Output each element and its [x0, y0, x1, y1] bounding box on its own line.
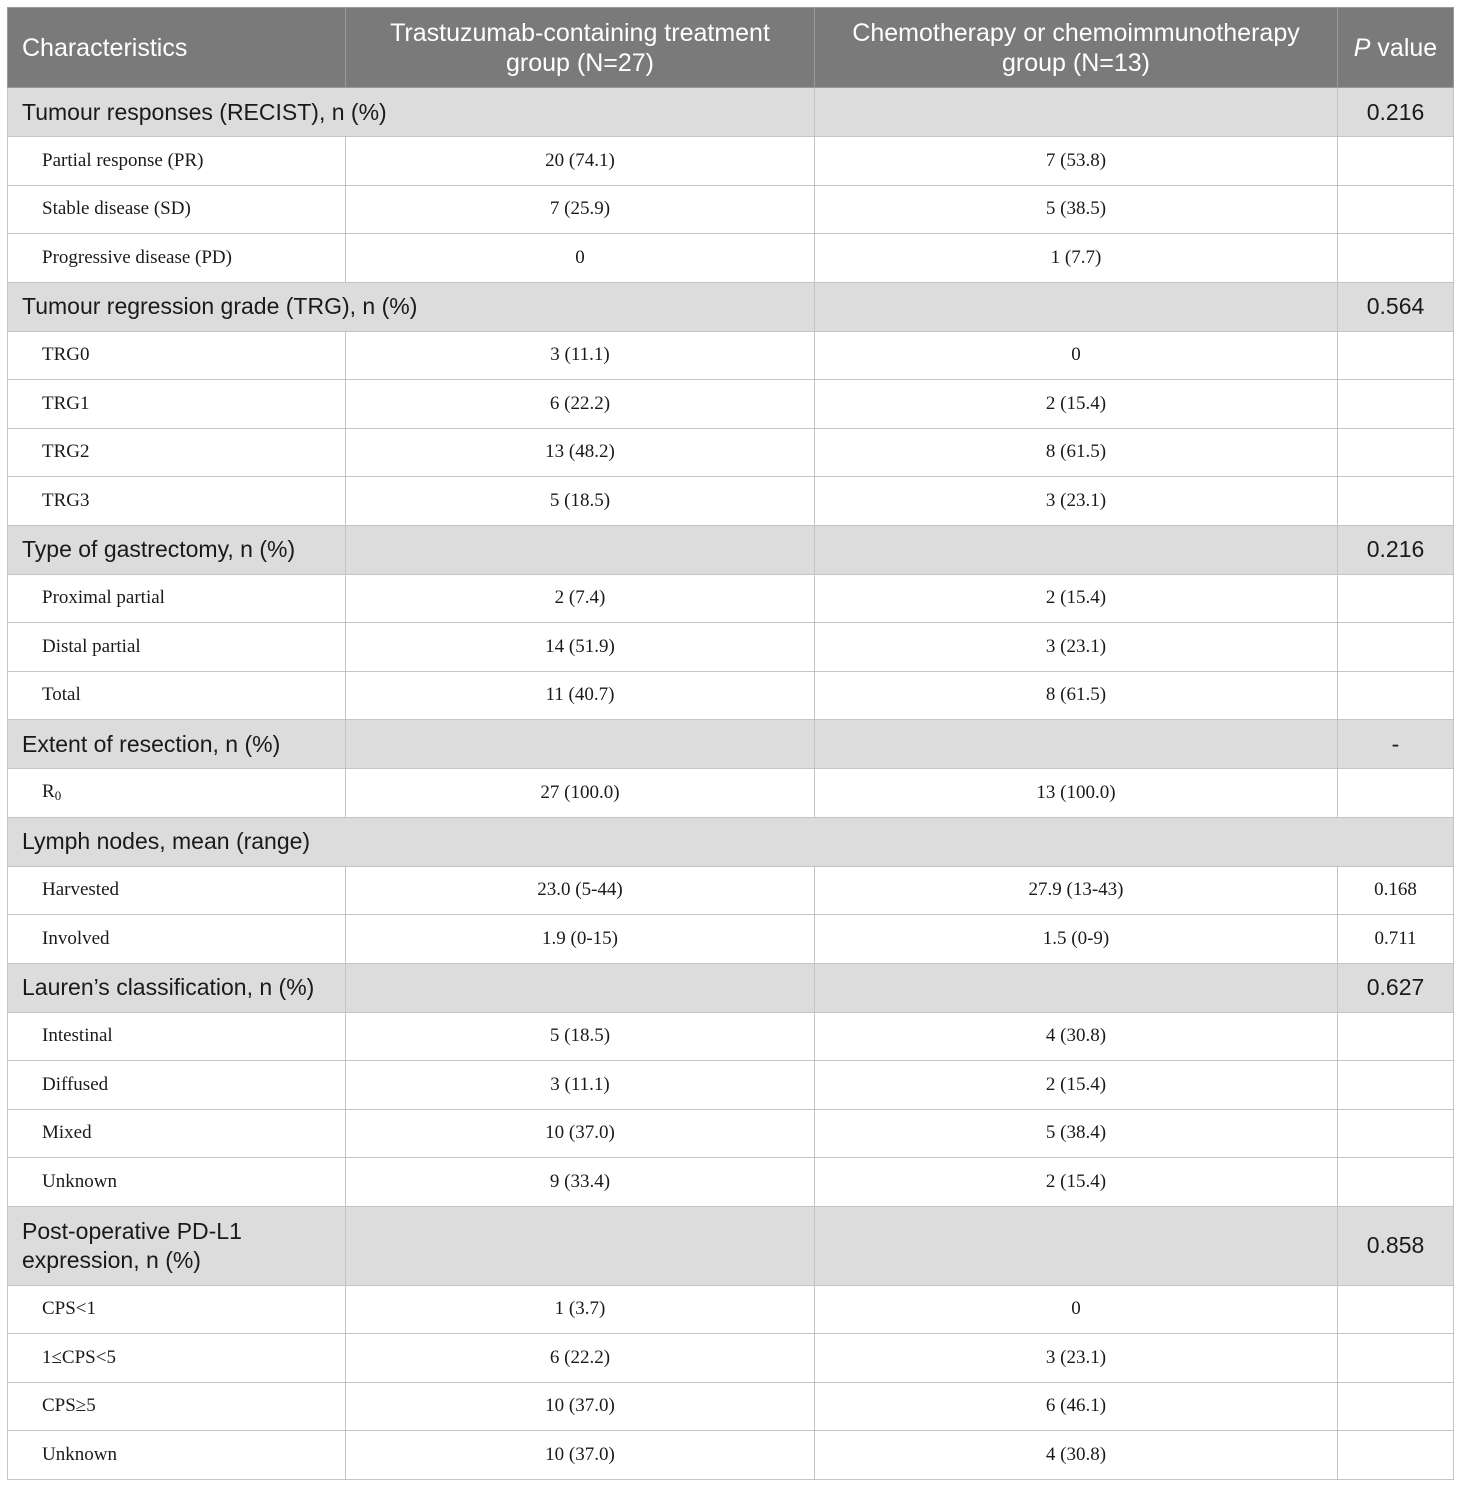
section-row [8, 88, 1454, 137]
cell-group1: 13 (48.2) [346, 428, 815, 477]
row-label: Intestinal [8, 1012, 346, 1061]
cell-p [1338, 137, 1454, 186]
table-row [8, 623, 1454, 672]
row-label: TRG0 [8, 331, 346, 380]
header-chemo-group: Chemotherapy or chemoimmunotherapy group (N=13) [815, 8, 1338, 88]
table-row [8, 1285, 1454, 1334]
row-label: Distal partial [8, 623, 346, 672]
cell-group2: 2 (15.4) [815, 574, 1338, 623]
header-characteristics: Characteristics [8, 8, 346, 88]
cell-group1: 5 (18.5) [346, 477, 815, 526]
table-row [8, 428, 1454, 477]
cell-p [1338, 331, 1454, 380]
table-row [8, 915, 1454, 964]
cell-group1: 14 (51.9) [346, 623, 815, 672]
row-label: Total [8, 671, 346, 720]
cell-p [1338, 234, 1454, 283]
cell-p [1338, 185, 1454, 234]
header-row [8, 8, 1454, 88]
section-row [8, 963, 1454, 1012]
cell-group2: 0 [815, 331, 1338, 380]
section-row [8, 720, 1454, 769]
cell-group1: 3 (11.1) [346, 331, 815, 380]
table-row [8, 331, 1454, 380]
cell-group1: 10 (37.0) [346, 1382, 815, 1431]
row-label: CPS<1 [8, 1285, 346, 1334]
row-label: Mixed [8, 1109, 346, 1158]
table-row [8, 1334, 1454, 1383]
table-row [8, 380, 1454, 429]
cell-group2: 2 (15.4) [815, 380, 1338, 429]
row-label: Progressive disease (PD) [8, 234, 346, 283]
cell-group2: 1 (7.7) [815, 234, 1338, 283]
section-row [8, 817, 1454, 866]
cell-group1: 10 (37.0) [346, 1431, 815, 1480]
cell-p [1338, 623, 1454, 672]
table-row [8, 1061, 1454, 1110]
cell-group2: 1.5 (0-9) [815, 915, 1338, 964]
table-row [8, 574, 1454, 623]
cell-p [1338, 1431, 1454, 1480]
row-label: Involved [8, 915, 346, 964]
row-label: 1≤CPS<5 [8, 1334, 346, 1383]
row-label: TRG3 [8, 477, 346, 526]
cell-p [1338, 477, 1454, 526]
cell-group1: 0 [346, 234, 815, 283]
section-row [8, 1206, 1454, 1285]
cell-group2: 5 (38.4) [815, 1109, 1338, 1158]
section-label: Type of gastrectomy, n (%) [8, 525, 346, 574]
cell-p [1338, 1285, 1454, 1334]
table-row [8, 1012, 1454, 1061]
cell-group2: 8 (61.5) [815, 428, 1338, 477]
cell-group2: 4 (30.8) [815, 1012, 1338, 1061]
row-label: CPS≥5 [8, 1382, 346, 1431]
section-p-value: 0.858 [1338, 1206, 1454, 1285]
cell-group1: 3 (11.1) [346, 1061, 815, 1110]
cell-group1: 23.0 (5-44) [346, 866, 815, 915]
cell-group2: 2 (15.4) [815, 1061, 1338, 1110]
row-label: Proximal partial [8, 574, 346, 623]
table-row [8, 1158, 1454, 1207]
cell-group2: 3 (23.1) [815, 477, 1338, 526]
table-row [8, 477, 1454, 526]
cell-p: 0.168 [1338, 866, 1454, 915]
results-table [7, 7, 1454, 1480]
cell-p [1338, 1382, 1454, 1431]
row-label: TRG2 [8, 428, 346, 477]
cell-p [1338, 574, 1454, 623]
cell-p [1338, 1012, 1454, 1061]
table-row [8, 234, 1454, 283]
row-label: Unknown [8, 1431, 346, 1480]
cell-group2: 4 (30.8) [815, 1431, 1338, 1480]
section-p-value: 0.564 [1338, 282, 1454, 331]
header-trastuzumab-group: Trastuzumab-containing treatment group (N=27) [346, 8, 815, 88]
table-row [8, 866, 1454, 915]
section-label: Tumour responses (RECIST), n (%) [8, 88, 815, 137]
table-row [8, 137, 1454, 186]
cell-p [1338, 769, 1454, 818]
cell-group2: 3 (23.1) [815, 1334, 1338, 1383]
cell-group1: 7 (25.9) [346, 185, 815, 234]
table-row [8, 671, 1454, 720]
cell-p [1338, 380, 1454, 429]
cell-group2: 6 (46.1) [815, 1382, 1338, 1431]
cell-group1: 1.9 (0-15) [346, 915, 815, 964]
cell-group2: 2 (15.4) [815, 1158, 1338, 1207]
cell-p [1338, 1334, 1454, 1383]
cell-group2: 7 (53.8) [815, 137, 1338, 186]
table-row [8, 769, 1454, 818]
cell-group1: 10 (37.0) [346, 1109, 815, 1158]
section-label: Post-operative PD-L1 expression, n (%) [8, 1206, 346, 1285]
cell-group2: 0 [815, 1285, 1338, 1334]
section-p-value: 0.216 [1338, 525, 1454, 574]
table-row [8, 1431, 1454, 1480]
cell-group1: 6 (22.2) [346, 1334, 815, 1383]
cell-group1: 9 (33.4) [346, 1158, 815, 1207]
cell-group2: 13 (100.0) [815, 769, 1338, 818]
section-label: Extent of resection, n (%) [8, 720, 346, 769]
cell-p [1338, 671, 1454, 720]
cell-group2: 27.9 (13-43) [815, 866, 1338, 915]
section-row [8, 282, 1454, 331]
table-row [8, 1382, 1454, 1431]
section-row [8, 525, 1454, 574]
section-label: Tumour regression grade (TRG), n (%) [8, 282, 815, 331]
cell-group2: 5 (38.5) [815, 185, 1338, 234]
cell-group1: 6 (22.2) [346, 380, 815, 429]
cell-group1: 27 (100.0) [346, 769, 815, 818]
cell-group1: 20 (74.1) [346, 137, 815, 186]
section-label: Lauren’s classification, n (%) [8, 963, 346, 1012]
row-label: Harvested [8, 866, 346, 915]
cell-p [1338, 1109, 1454, 1158]
section-p-value: 0.627 [1338, 963, 1454, 1012]
table-row [8, 1109, 1454, 1158]
row-label: Diffused [8, 1061, 346, 1110]
row-label: $R_0$ [8, 769, 346, 818]
section-label: Lymph nodes, mean (range) [8, 817, 1454, 866]
cell-group1: 1 (3.7) [346, 1285, 815, 1334]
cell-group1: 5 (18.5) [346, 1012, 815, 1061]
section-p-value: 0.216 [1338, 88, 1454, 137]
cell-group2: 3 (23.1) [815, 623, 1338, 672]
section-p-value: - [1338, 720, 1454, 769]
cell-group1: 11 (40.7) [346, 671, 815, 720]
header-p-value: P value [1338, 8, 1454, 88]
row-label: TRG1 [8, 380, 346, 429]
cell-p: 0.711 [1338, 915, 1454, 964]
cell-p [1338, 1158, 1454, 1207]
cell-p [1338, 1061, 1454, 1110]
row-label: Unknown [8, 1158, 346, 1207]
row-label: Partial response (PR) [8, 137, 346, 186]
cell-p [1338, 428, 1454, 477]
cell-group2: 8 (61.5) [815, 671, 1338, 720]
cell-group1: 2 (7.4) [346, 574, 815, 623]
row-label: Stable disease (SD) [8, 185, 346, 234]
table-row [8, 185, 1454, 234]
